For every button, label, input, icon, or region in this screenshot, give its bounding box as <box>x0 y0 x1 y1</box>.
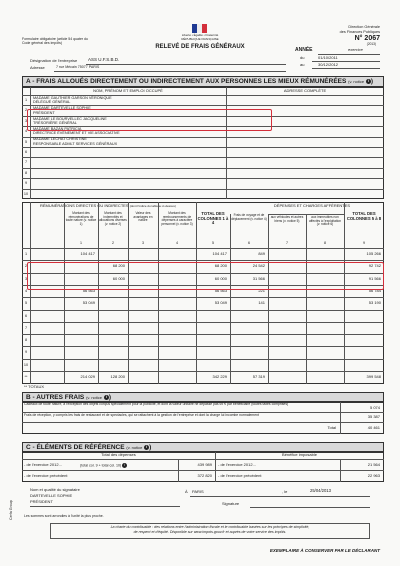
remun-cell-col-9: 91 566 <box>368 275 381 281</box>
person-role: DÉLÉGUÉ GÉNÉRAL <box>33 100 71 105</box>
notice-a-icon: i <box>366 79 371 84</box>
dgfip-line1: Direction Générale <box>348 25 380 29</box>
col-number-7: 7 <box>286 241 288 245</box>
person-row-number: 2 <box>24 108 28 113</box>
col-number-4: 4 <box>176 241 178 245</box>
annee-label: ANNÉE <box>295 47 313 53</box>
remun-cell-col-9: 105 266 <box>366 251 381 256</box>
remun-cell-col-9: 56 784 <box>368 287 381 293</box>
person-row-number: 8 <box>24 170 28 175</box>
col-head-5: TOTAL DES COLONNES 1 à 4 <box>197 211 229 226</box>
remun-cell-col-1: 53 049 <box>82 300 95 306</box>
col-head-4: Montant des remboursements de dépenses à caractère personnel (v. notice 3) <box>161 211 193 226</box>
remun-cell-col-9: 53 190 <box>368 300 381 306</box>
person-row-number: 3 <box>24 118 28 123</box>
col-number-8: 8 <box>324 241 326 245</box>
person-row-number: 4 <box>24 129 28 134</box>
du-value: 01/10/2011 <box>318 55 338 60</box>
remun-row-number: 4 <box>24 288 28 293</box>
ref-row2-right-value: 22 963 <box>367 473 380 478</box>
col-number-3: 3 <box>142 241 144 245</box>
form-number: N° 2067 <box>354 35 380 42</box>
col-address-header: ADRESSE COMPLÈTE <box>283 88 327 93</box>
remun-cell-col-9: 92 742 <box>368 263 381 269</box>
col-number-1: 1 <box>80 241 82 245</box>
remun-cell-col-1: 56 563 <box>82 287 95 293</box>
remun-row-number: 1 <box>24 252 28 256</box>
person-row-number: 6 <box>24 150 28 154</box>
person-role: TRÉSORIÈRE GÉNÉRAL <box>33 121 77 125</box>
signature-label: Signature <box>222 501 240 506</box>
ref-row1-label: - de l'exercice 2012… <box>24 462 63 467</box>
dgfip-line2: des Finances Publiques <box>339 30 380 34</box>
ref-row2-value: 372 820 <box>197 473 212 478</box>
remun-cell-col-6: 24 542 <box>252 263 265 269</box>
remun-cell-col-2: 60 000 <box>112 275 125 281</box>
remun-cell-col-6: 31 566 <box>252 275 265 281</box>
person-name: MADAME GAUTHIER GARSON VÉRONIQUE <box>33 95 112 100</box>
ref-row2-right-label: - de l'exercice précédent <box>218 473 262 478</box>
ministry-motto: Liberté • Égalité • Fraternité <box>181 33 219 37</box>
col-head-1: Montant des rémunérations de toute nature (v. notice 1) <box>65 211 97 226</box>
person-role: RESPONSABLE ADMLT SERVICES GÉNÉRAUX <box>33 141 118 146</box>
ref-row1-value: 439 989 <box>197 462 212 467</box>
formulaire-note: Formulaire obligatoire (article 54 quater du Code général des impôts) <box>22 37 88 45</box>
remun-cell-col-6: 141 <box>258 300 265 306</box>
col-head-8: aux immeubles non affectés à l'exploitation (v. notice 6) <box>308 215 342 227</box>
le-label: , le <box>282 489 288 494</box>
total-col-2: 128 200 <box>110 374 125 379</box>
lieu-label: À <box>185 489 188 494</box>
total-col-9: 399 548 <box>366 374 381 379</box>
ref-row1-right-label: - de l'exercice 2012… <box>218 462 257 467</box>
remun-title: RÉMUNÉRATIONS DIRECTES OU INDIRECTES (dont l'indice du tableau ci-dessus) <box>40 203 176 208</box>
col-head-3: Valeur des avantages en nature <box>133 211 153 223</box>
cerfa-label: Cerfa Group <box>9 500 13 520</box>
adresse-value: 7 rue Mécain 75077 PARIS <box>56 65 100 69</box>
col-head-2: Montant des indemnités et allocations diverses (v. notice 2) <box>99 211 127 226</box>
remun-cell-col-6: 849 <box>258 251 265 256</box>
col-head-6: Frais de voyage et de déplacement (v. notice 4) <box>231 213 267 221</box>
remun-row-number: 2 <box>24 264 28 269</box>
col-number-6: 6 <box>248 241 250 245</box>
charte-line1: La charte du contribuable : des relations entre l'administration fiscale et le contribuable basées sur les principes de simplicité, <box>110 525 310 529</box>
totals-row-marker: ** <box>24 375 28 379</box>
exemplaire-label: EXEMPLAIRE À CONSERVER PAR LE DÉCLARANT <box>269 548 380 553</box>
signataire-label: Nom et qualité du signataire <box>30 487 80 492</box>
au-label: au <box>300 62 305 67</box>
reception-label: Frais de réception, y compris les frais de restaurant et de spectacles, qui se rattachent à la gestion de l'entreprise et dont la charge lui incombe normalement <box>24 413 259 417</box>
section-a-title: A - FRAIS ALLOUÉS DIRECTEMENT OU INDIRECTEMENT AUX PERSONNES LES MIEUX RÉMUNÉRÉES (v. notice i ) <box>22 76 384 87</box>
total-col-1: 214 029 <box>80 374 95 379</box>
person-role: DIRECTRICE ÉVÉNEMENT ET VIE ASSOCIATIVE <box>33 131 120 136</box>
section-b-title: B - AUTRES FRAIS (v. notice i ) <box>22 392 384 402</box>
date-value: 25/04/2013 <box>310 488 331 493</box>
notice-c1-icon: i <box>122 463 127 468</box>
ref-row1-right-value: 21 564 <box>367 462 380 467</box>
person-name: MADAME LECHAT CHRISTINE <box>33 137 87 142</box>
remun-cell-col-5: 104 417 <box>212 251 227 256</box>
col-head-9: TOTAL DES COLONNES 5 à 8 <box>346 211 382 221</box>
lieu-value: PARIS <box>192 489 204 494</box>
person-role: PRÉSIDENT <box>33 110 55 115</box>
remun-row-number: 6 <box>24 313 28 318</box>
highlight-box-person <box>27 109 272 131</box>
person-name: MADAME LE BOURVELLEC JACQUELINE <box>33 116 107 121</box>
du-label: du <box>300 55 305 60</box>
annee-value: exercice <box>348 47 363 52</box>
remun-row-number: 8 <box>24 338 28 343</box>
person-row-number: 1 <box>24 98 28 102</box>
person-name: MADAME BAZAN PATRICIA <box>33 127 82 131</box>
remun-row-number: 10 <box>23 362 29 367</box>
notice-b-icon: i <box>104 395 109 400</box>
autres-total-label: Total <box>327 425 336 430</box>
signataire-name: DARTEVELLE SOPHIE <box>30 493 73 498</box>
total-col-5: 342 229 <box>212 374 227 379</box>
col-number-5: 5 <box>212 241 214 245</box>
remun-row-number: 5 <box>24 301 28 306</box>
reception-value: 35 387 <box>367 414 380 419</box>
total-col-6: 57 319 <box>252 374 265 379</box>
remun-row-number: 9 <box>24 350 28 355</box>
remun-cell-col-5: 53 049 <box>214 300 227 306</box>
col-number-9: 9 <box>363 241 365 245</box>
cadeaux-label: Cadeaux de toute nature, à l'exception des objets conçus spécialement pour la publicité, et dont la valeur unitaire ne dépasse pas 69 € par bénéficiaire (toutes taxes comprises) <box>24 402 289 406</box>
remun-row-number: 7 <box>24 325 28 330</box>
remun-row-number: 3 <box>24 276 28 281</box>
autres-total-value: 40 461 <box>367 425 380 430</box>
notice-c-icon: i <box>144 445 149 450</box>
frais-head: Total des dépenses <box>101 452 136 457</box>
au-value: 30/12/2012 <box>318 62 339 67</box>
ref-row2-label: - de l'exercice précédent <box>24 473 68 478</box>
col-head-7: aux véhicules et autres biens (v. notice 5) <box>270 215 304 223</box>
depenses-title: DÉPENSES ET CHARGES AFFÉRENTES <box>273 203 351 208</box>
col-number-2: 2 <box>112 241 114 245</box>
designation-label: Désignation de l'entreprise <box>30 58 78 63</box>
remun-cell-col-6: 221 <box>258 287 265 293</box>
remun-cell-col-5: 68 200 <box>214 263 227 269</box>
charte-line2: de respect et d'équité. Disponible sur www.impots.gouv.fr et auprès de votre service des impôts. <box>133 530 287 534</box>
highlight-box-rows <box>27 262 384 290</box>
remun-cell-col-1: 104 417 <box>80 251 95 256</box>
benefice-head: Bénéfice imposable <box>282 452 317 457</box>
person-row-number: 10 <box>23 191 29 196</box>
designation-value: ASS U.F.S.B.D. <box>88 57 120 62</box>
ref-row1-mid: (total col. 9 + total col. 10) i <box>80 463 127 468</box>
remun-cell-col-5: 60 000 <box>214 275 227 281</box>
sommes-note: Les sommes sont arrondies à l'unité la plus proche. <box>24 514 104 518</box>
person-row-number: 7 <box>24 160 28 165</box>
page-title: RELEVÉ DE FRAIS GÉNÉRAUX <box>155 44 245 50</box>
person-name: MADAME DARTEVELLE SOPHIE <box>33 106 91 111</box>
remun-cell-col-5: 56 563 <box>214 287 227 293</box>
section-c-title: C - ÉLÉMENTS DE RÉFÉRENCE (v. notice i ) <box>22 442 384 452</box>
remun-cell-col-2: 68 200 <box>112 263 125 269</box>
totaux-label: ** TOTAUX <box>24 384 45 389</box>
col-name-header: NOM, PRÉNOM ET EMPLOI OCCUPÉ <box>93 88 163 93</box>
person-row-number: 9 <box>24 181 28 186</box>
form-year: (2013) <box>366 42 376 46</box>
person-row-number: 5 <box>24 139 28 144</box>
signataire-role: PRÉSIDENT <box>30 499 53 504</box>
cadeaux-value: 5 074 <box>369 405 380 410</box>
ministry-name: RÉPUBLIQUE FRANÇAISE <box>181 37 219 41</box>
adresse-label: Adresse <box>30 65 45 70</box>
